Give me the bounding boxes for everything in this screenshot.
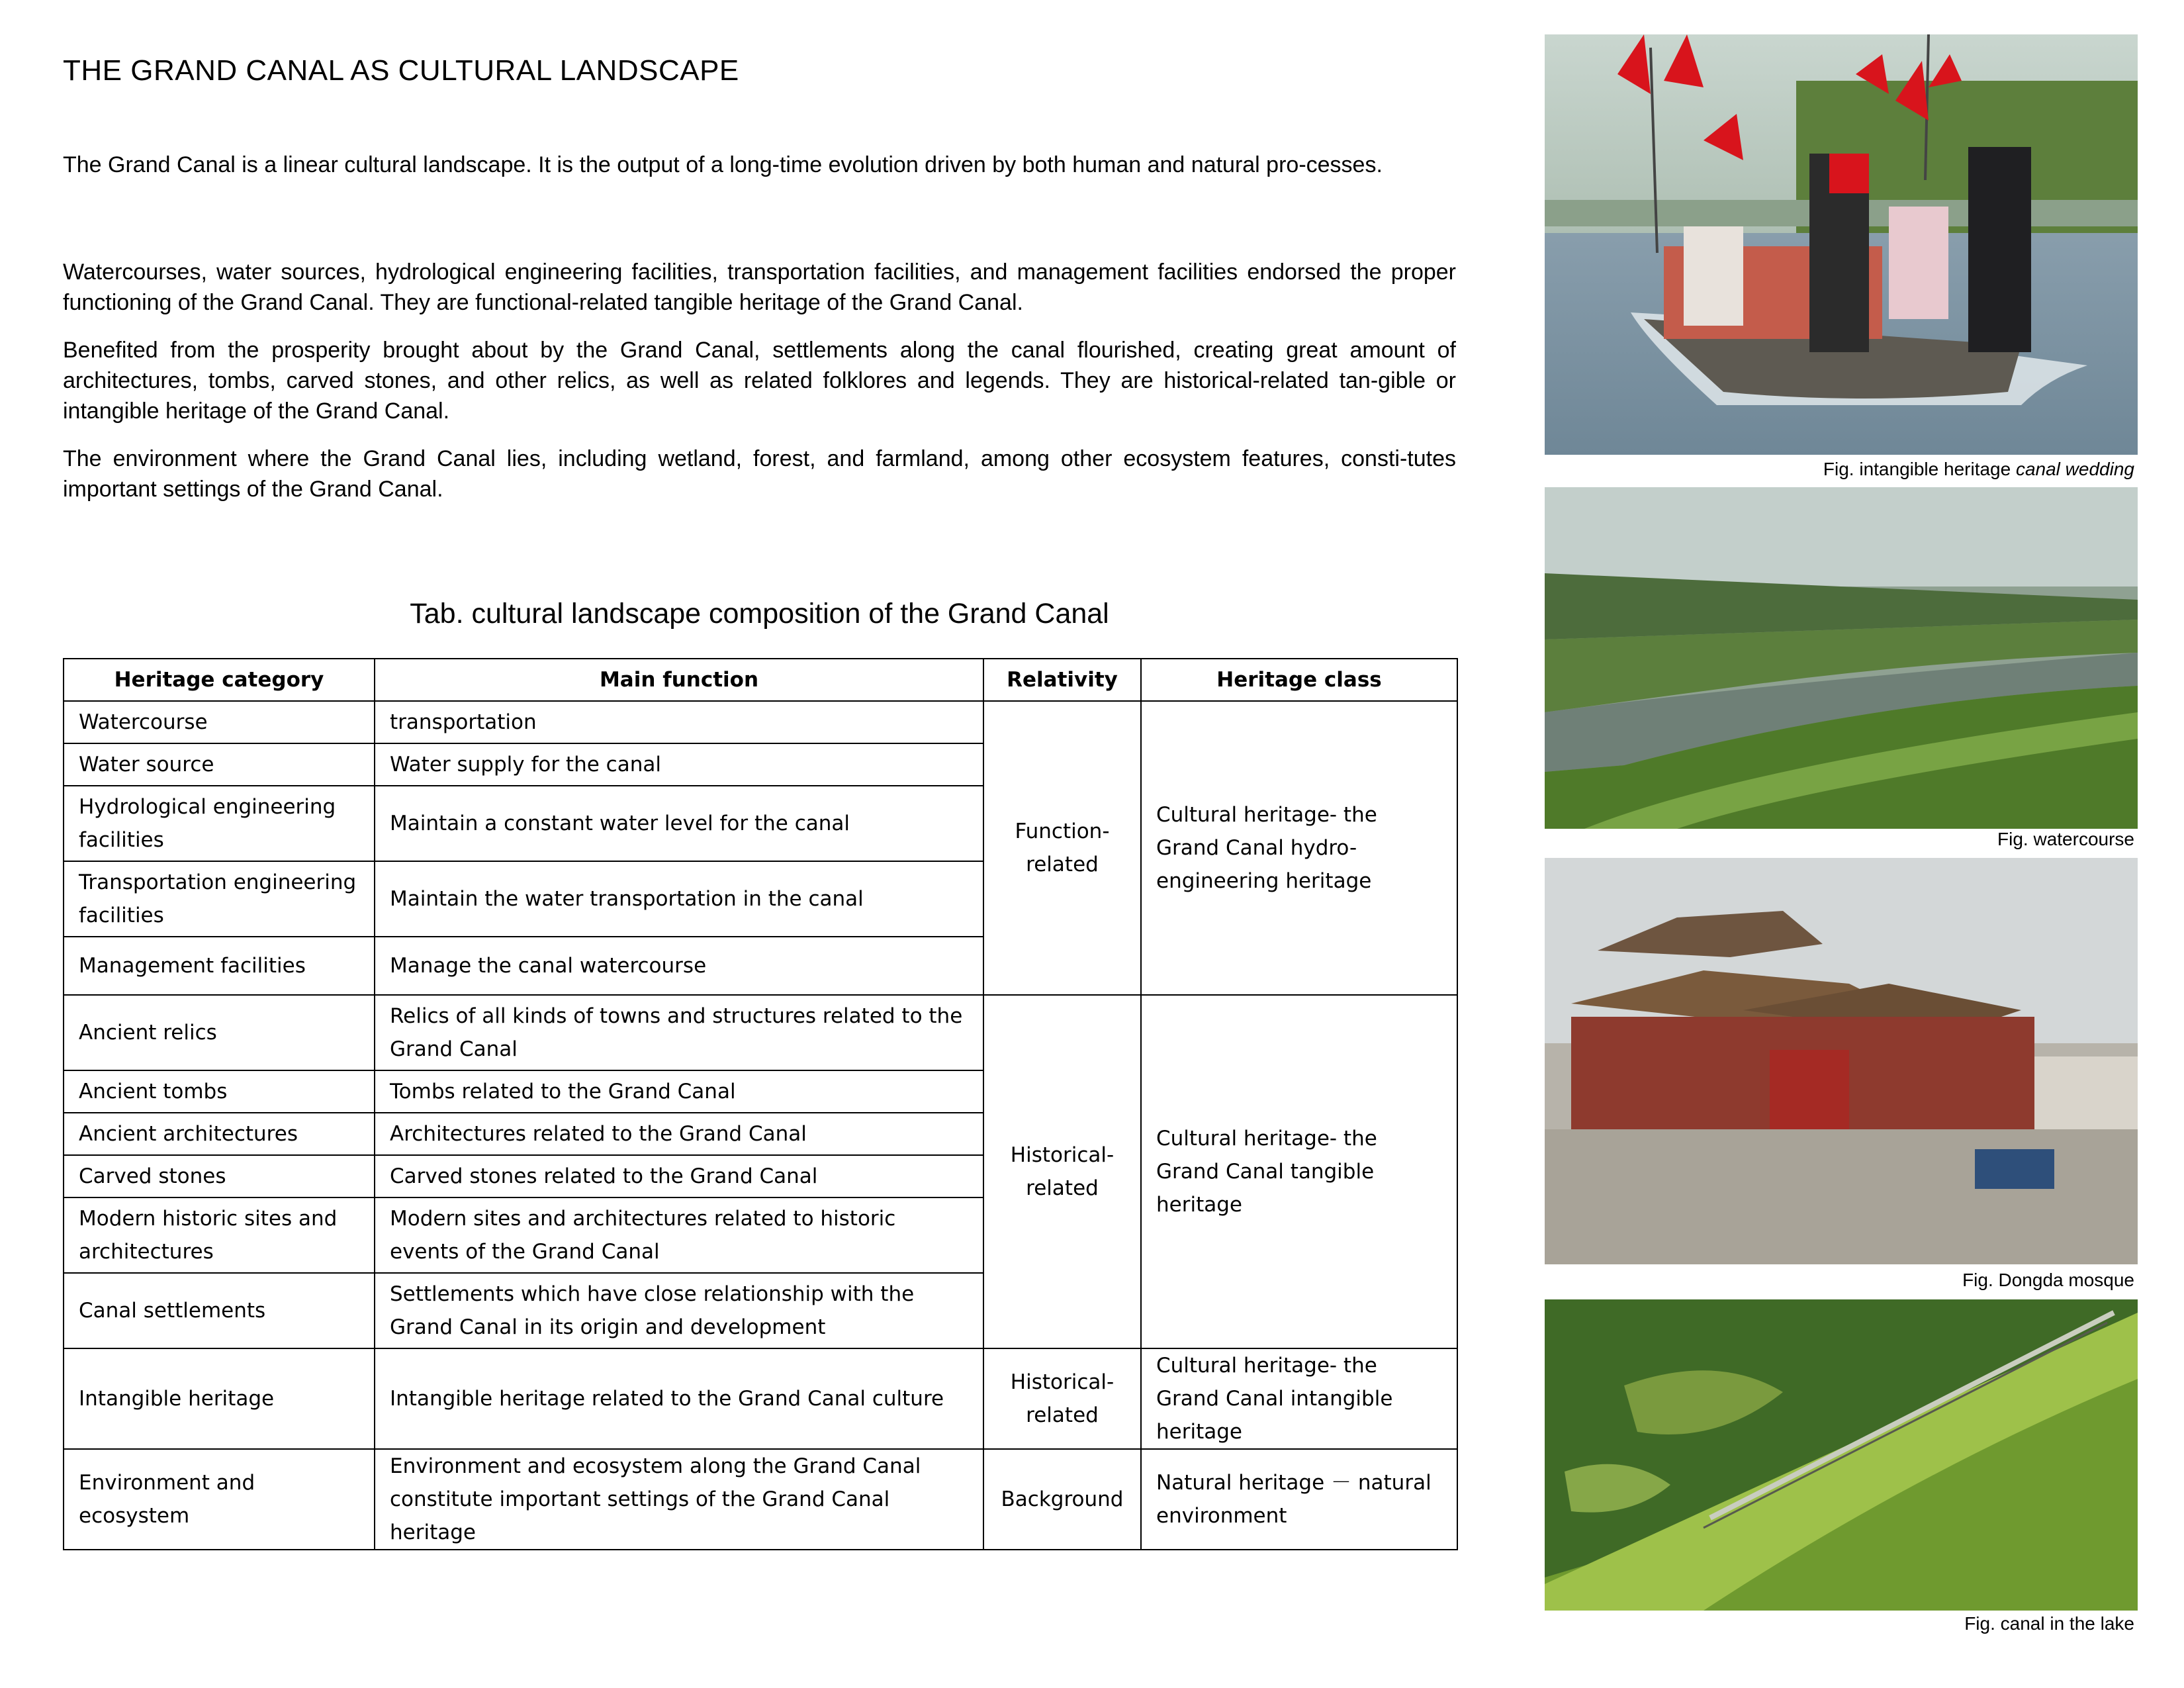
figure-caption-lake: Fig. canal in the lake [1964,1613,2134,1634]
category-cell: Ancient tombs [64,1070,375,1113]
figure-caption-wedding: Fig. intangible heritage canal wedding [1823,459,2134,479]
function-cell: Architectures related to the Grand Canal [375,1113,983,1155]
category-cell: Modern historic sites and architectures [64,1197,375,1273]
header-main-function: Main function [375,659,983,701]
canal-wedding-photo [1545,34,2138,455]
figure-caption-mosque: Fig. Dongda mosque [1962,1270,2134,1290]
heritage-class-cell: Cultural heritage- the Grand Canal intangible heritage [1141,1348,1457,1449]
function-cell: Modern sites and architectures related to historic events of the Grand Canal [375,1197,983,1273]
header-heritage-class: Heritage class [1141,659,1457,701]
intro-paragraph: The Grand Canal is a linear cultural landscape. It is the output of a long-time evolution driven by both human and natural pro-cesses. [63,152,1383,177]
environment-paragraph: The environment where the Grand Canal lies, including wetland, forest, and farmland, among other ecosystem features, consti-tutes important settings of the Grand Canal. [63,446,1456,502]
category-cell: Management facilities [64,937,375,995]
function-cell: Maintain the water transportation in the canal [375,861,983,937]
function-cell: Maintain a constant water level for the canal [375,786,983,861]
table-row [64,1348,1457,1449]
header-relativity: Relativity [983,659,1141,701]
relativity-cell: Historical-related [983,1348,1141,1449]
function-cell: transportation [375,701,983,743]
heritage-class-cell: Cultural heritage- the Grand Canal hydro-engineering heritage [1141,701,1457,995]
function-cell: Tombs related to the Grand Canal [375,1070,983,1113]
header-heritage-category: Heritage category [64,659,375,701]
heritage-class-cell: Cultural heritage- the Grand Canal tangible heritage [1141,995,1457,1348]
table-row [64,701,1457,743]
category-cell: Ancient architectures [64,1113,375,1155]
functional-heritage-paragraph: Watercourses, water sources, hydrological engineering facilities, transportation facilities, and management facilities endorsed the proper functioning of the Grand Canal. They are functional-related tangible heritage of the Grand Canal. [63,259,1456,315]
function-cell: Carved stones related to the Grand Canal [375,1155,983,1197]
historical-heritage-paragraph: Benefited from the prosperity brought about by the Grand Canal, settlements along the canal flourished, creating great amount of architectures, tombs, carved stones, and other relics, as well as related folklores and legends. They are historical-related tan-gible or intangible heritage of the Grand Canal. [63,338,1456,424]
category-cell: Environment and ecosystem [64,1449,375,1550]
table-header-row [64,659,1457,701]
category-cell: Carved stones [64,1155,375,1197]
relativity-cell: Function-related [983,701,1141,995]
figure-caption-watercourse: Fig. watercourse [1997,829,2134,849]
category-cell: Intangible heritage [64,1348,375,1449]
dongda-mosque-photo [1545,858,2138,1264]
category-cell: Transportation engineering facilities [64,861,375,937]
category-cell: Canal settlements [64,1273,375,1348]
function-cell: Environment and ecosystem along the Grand Canal constitute important settings of the Grand Canal heritage [375,1449,983,1550]
canal-in-lake-photo [1545,1299,2138,1611]
composition-table [63,658,1458,1550]
table-row [64,995,1457,1070]
category-cell: Hydrological engineering facilities [64,786,375,861]
page-title: THE GRAND CANAL AS CULTURAL LANDSCAPE [63,54,739,87]
table-caption: Tab. cultural landscape composition of the Grand Canal [410,598,1109,630]
category-cell: Ancient relics [64,995,375,1070]
function-cell: Relics of all kinds of towns and structures related to the Grand Canal [375,995,983,1070]
category-cell: Watercourse [64,701,375,743]
function-cell: Intangible heritage related to the Grand Canal culture [375,1348,983,1449]
watercourse-photo [1545,487,2138,829]
table-row [64,1449,1457,1550]
function-cell: Water supply for the canal [375,743,983,786]
category-cell: Water source [64,743,375,786]
relativity-cell: Historical-related [983,995,1141,1348]
function-cell: Settlements which have close relationship with the Grand Canal in its origin and development [375,1273,983,1348]
relativity-cell: Background [983,1449,1141,1550]
function-cell: Manage the canal watercourse [375,937,983,995]
heritage-class-cell: Natural heritage － natural environment [1141,1449,1457,1550]
